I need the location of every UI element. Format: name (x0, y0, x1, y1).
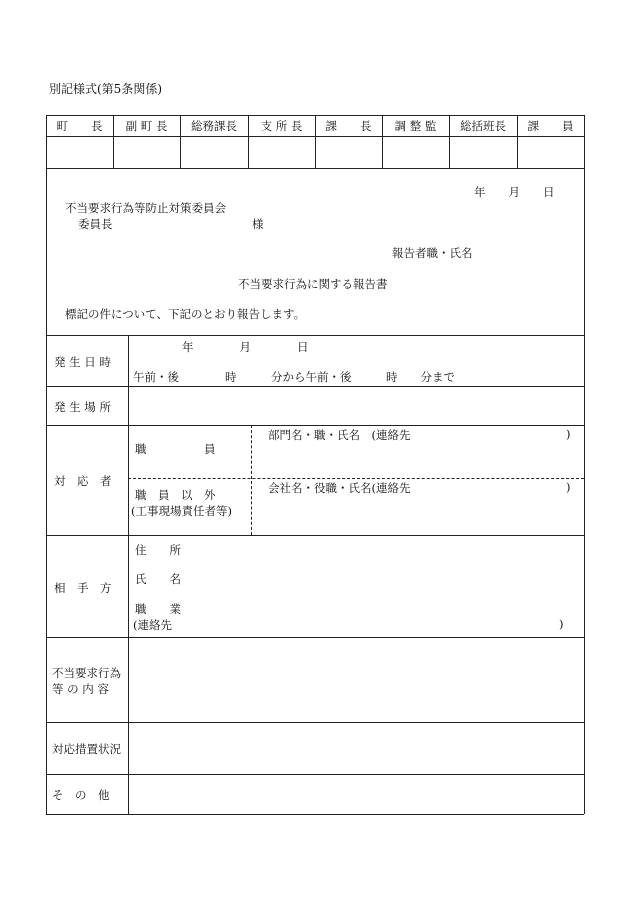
counterpart-occupation-label: 職 業 (135, 602, 181, 616)
approval-header-branch-chief: 支 所 長 (260, 119, 303, 133)
occurrence-time-label: 発 生 日 時 (54, 355, 111, 369)
staff-fields[interactable]: 部門名・職・氏名 (連絡先 (268, 428, 411, 442)
occurrence-place-label: 発 生 場 所 (54, 400, 111, 414)
counterpart-contact-label: (連絡先 (133, 618, 172, 632)
approval-header-general-team-leader: 総括班長 (460, 119, 506, 133)
report-date[interactable]: 年 月 日 (474, 185, 555, 199)
approval-header-staff: 課 員 (527, 119, 574, 133)
occurrence-time-field[interactable]: 午前・後 時 分から午前・後 時 分まで (133, 370, 455, 384)
non-staff-sublabel: (工事現場責任者等) (131, 504, 232, 518)
reporter-name-field[interactable]: 報告者職・氏名 (392, 246, 473, 260)
responder-label: 対 応 者 (54, 474, 112, 488)
honorific: 様 (252, 217, 264, 231)
counterpart-address-label: 住 所 (135, 543, 181, 557)
counterpart-contact-close: ) (559, 617, 564, 631)
occurrence-date-field[interactable]: 年 月 日 (182, 340, 309, 354)
measures-field[interactable] (130, 724, 582, 772)
staff-close-paren: ) (566, 427, 571, 441)
other-label: そ の 他 (52, 788, 110, 802)
approval-header-general-affairs-chief: 総務課長 (191, 119, 237, 133)
demand-content-field[interactable] (130, 639, 582, 720)
non-staff-label: 職 員 以 外 (135, 488, 216, 502)
demand-content-label-line2: 等 の 内 容 (52, 682, 109, 696)
counterpart-label: 相 手 方 (54, 581, 112, 595)
demand-content-label-line1: 不当要求行為 (52, 666, 121, 680)
form-title: 別記様式(第5条関係) (49, 82, 162, 96)
addressee-chair: 委員長 (78, 217, 113, 231)
non-staff-close-paren: ) (566, 480, 571, 494)
report-body: 標記の件について、下記のとおり報告します。 (65, 307, 306, 321)
measures-label: 対応措置状況 (52, 742, 121, 756)
other-field[interactable] (130, 776, 582, 812)
counterpart-name-label: 氏 名 (135, 572, 181, 586)
addressee-committee: 不当要求行為等防止対策委員会 (65, 201, 226, 215)
staff-label: 職 員 (135, 442, 216, 456)
non-staff-fields[interactable]: 会社名・役職・氏名(連絡先 (268, 481, 411, 495)
counterpart-fields[interactable] (200, 538, 580, 634)
report-subject: 不当要求行為に関する報告書 (238, 277, 388, 291)
occurrence-place-field[interactable] (130, 388, 582, 423)
approval-header-coordinator: 調 整 監 (394, 119, 437, 133)
approval-header-deputy-mayor: 副 町 長 (125, 119, 168, 133)
approval-header-mayor: 町 長 (56, 119, 103, 133)
approval-header-section-chief: 課 長 (325, 119, 372, 133)
